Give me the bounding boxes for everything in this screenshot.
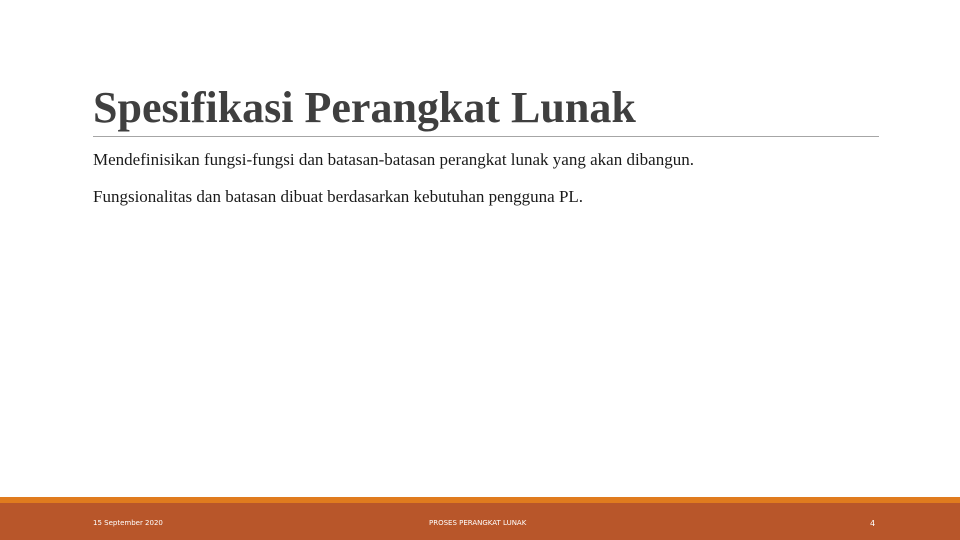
slide-title: Spesifikasi Perangkat Lunak — [93, 83, 636, 132]
page-number: 4 — [870, 519, 876, 528]
body-paragraph-2: Fungsionalitas dan batasan dibuat berdasarkan kebutuhan pengguna PL. — [93, 187, 584, 206]
footer-date: 15 September 2020 — [93, 519, 163, 527]
body-paragraph-1: Mendefinisikan fungsi-fungsi dan batasan-batasan perangkat lunak yang akan dibangun. — [93, 150, 694, 169]
title-underline — [93, 136, 879, 137]
footer-title: PROSES PERANGKAT LUNAK — [429, 519, 527, 527]
